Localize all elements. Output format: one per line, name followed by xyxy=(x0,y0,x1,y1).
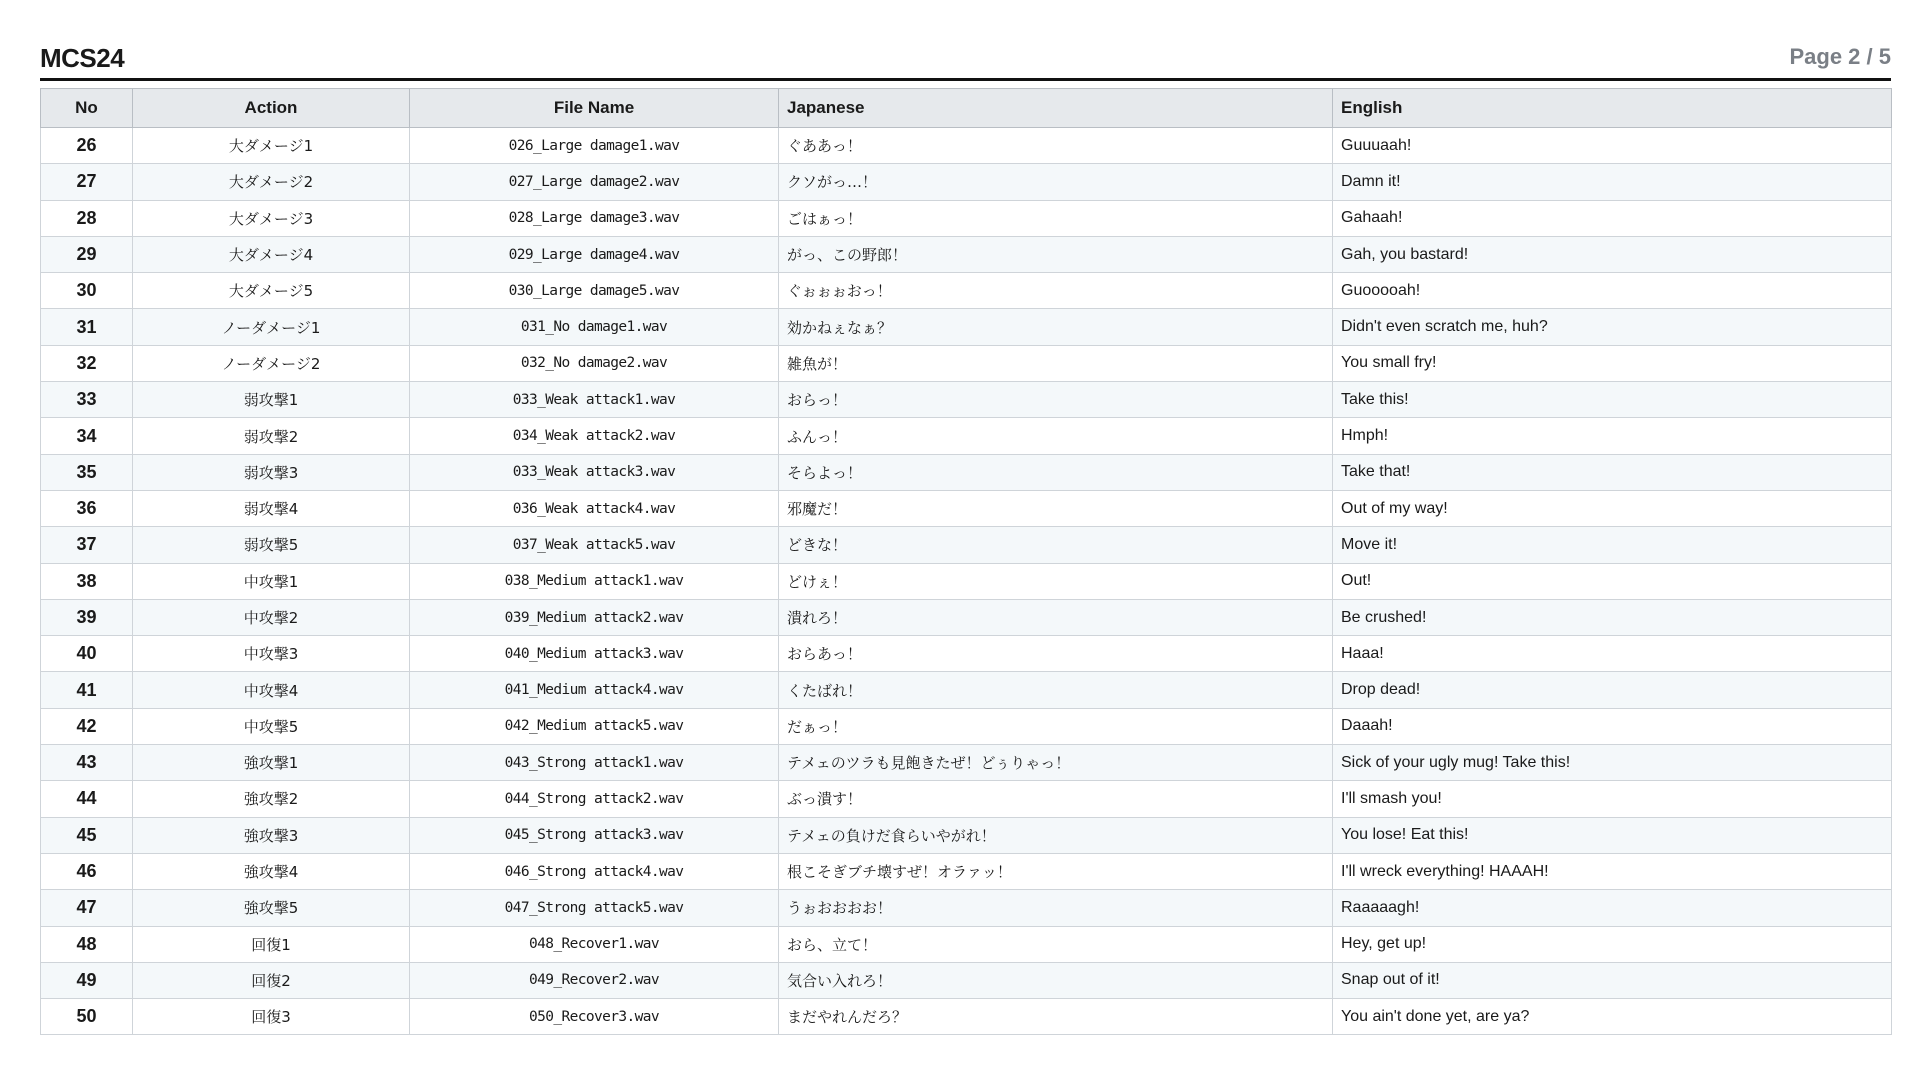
cell-japanese: テメェのツラも見飽きたぜ！どぅりゃっ！ xyxy=(779,745,1333,781)
cell-english: You lose! Eat this! xyxy=(1333,817,1892,853)
cell-no: 36 xyxy=(41,490,133,526)
cell-action: 中攻撃5 xyxy=(133,708,410,744)
cell-japanese: そらよっ！ xyxy=(779,454,1333,490)
column-header-no: No xyxy=(41,89,133,128)
cell-english: Didn't even scratch me, huh? xyxy=(1333,309,1892,345)
cell-english: Gahaah! xyxy=(1333,200,1892,236)
cell-file-name: 030_Large damage5.wav xyxy=(410,273,779,309)
cell-action: ノーダメージ1 xyxy=(133,309,410,345)
cell-action: 強攻撃4 xyxy=(133,853,410,889)
cell-english: Guuuaah! xyxy=(1333,128,1892,164)
cell-no: 29 xyxy=(41,236,133,272)
table-row xyxy=(41,309,1892,345)
cell-file-name: 034_Weak attack2.wav xyxy=(410,418,779,454)
cell-action: 強攻撃1 xyxy=(133,745,410,781)
cell-file-name: 026_Large damage1.wav xyxy=(410,128,779,164)
cell-english: Out of my way! xyxy=(1333,490,1892,526)
cell-english: Drop dead! xyxy=(1333,672,1892,708)
cell-action: 強攻撃5 xyxy=(133,890,410,926)
cell-english: Hmph! xyxy=(1333,418,1892,454)
table-row xyxy=(41,745,1892,781)
cell-file-name: 039_Medium attack2.wav xyxy=(410,599,779,635)
cell-no: 42 xyxy=(41,708,133,744)
cell-japanese: がっ、この野郎！ xyxy=(779,236,1333,272)
cell-action: ノーダメージ2 xyxy=(133,345,410,381)
cell-japanese: クソがっ…！ xyxy=(779,164,1333,200)
cell-english: Take this! xyxy=(1333,382,1892,418)
table-header-row xyxy=(41,89,1892,128)
cell-english: Move it! xyxy=(1333,527,1892,563)
voice-lines-table xyxy=(40,88,1892,1035)
cell-no: 35 xyxy=(41,454,133,490)
cell-japanese: おらあっ！ xyxy=(779,636,1333,672)
cell-file-name: 036_Weak attack4.wav xyxy=(410,490,779,526)
cell-english: I'll smash you! xyxy=(1333,781,1892,817)
cell-action: 大ダメージ1 xyxy=(133,128,410,164)
cell-no: 38 xyxy=(41,563,133,599)
table-row xyxy=(41,273,1892,309)
cell-file-name: 032_No damage2.wav xyxy=(410,345,779,381)
table-row xyxy=(41,599,1892,635)
cell-action: 中攻撃2 xyxy=(133,599,410,635)
column-header-action: Action xyxy=(133,89,410,128)
cell-japanese: だぁっ！ xyxy=(779,708,1333,744)
cell-english: Daaah! xyxy=(1333,708,1892,744)
cell-action: 大ダメージ5 xyxy=(133,273,410,309)
cell-japanese: 邪魔だ！ xyxy=(779,490,1333,526)
cell-japanese: ごはぁっ！ xyxy=(779,200,1333,236)
cell-file-name: 050_Recover3.wav xyxy=(410,999,779,1035)
page-header xyxy=(40,40,1891,81)
cell-file-name: 047_Strong attack5.wav xyxy=(410,890,779,926)
table-body xyxy=(41,128,1892,1035)
cell-japanese: どけぇ！ xyxy=(779,563,1333,599)
cell-japanese: ふんっ！ xyxy=(779,418,1333,454)
table-row xyxy=(41,672,1892,708)
cell-english: Raaaaagh! xyxy=(1333,890,1892,926)
cell-japanese: 効かねぇなぁ？ xyxy=(779,309,1333,345)
cell-file-name: 048_Recover1.wav xyxy=(410,926,779,962)
table-row xyxy=(41,345,1892,381)
cell-english: Snap out of it! xyxy=(1333,962,1892,998)
cell-japanese: 根こそぎブチ壊すぜ！オラァッ！ xyxy=(779,853,1333,889)
cell-action: 中攻撃1 xyxy=(133,563,410,599)
cell-japanese: 潰れろ！ xyxy=(779,599,1333,635)
cell-action: 中攻撃4 xyxy=(133,672,410,708)
cell-file-name: 038_Medium attack1.wav xyxy=(410,563,779,599)
cell-action: 中攻撃3 xyxy=(133,636,410,672)
table-row xyxy=(41,418,1892,454)
table-row xyxy=(41,454,1892,490)
cell-no: 39 xyxy=(41,599,133,635)
table-row xyxy=(41,563,1892,599)
cell-file-name: 033_Weak attack3.wav xyxy=(410,454,779,490)
cell-no: 47 xyxy=(41,890,133,926)
table-row xyxy=(41,200,1892,236)
cell-japanese: 雑魚が！ xyxy=(779,345,1333,381)
cell-action: 大ダメージ4 xyxy=(133,236,410,272)
cell-no: 33 xyxy=(41,382,133,418)
cell-file-name: 041_Medium attack4.wav xyxy=(410,672,779,708)
cell-english: Guooooah! xyxy=(1333,273,1892,309)
cell-action: 強攻撃2 xyxy=(133,781,410,817)
document-page xyxy=(40,40,1891,1035)
cell-action: 弱攻撃4 xyxy=(133,490,410,526)
cell-file-name: 043_Strong attack1.wav xyxy=(410,745,779,781)
cell-action: 弱攻撃1 xyxy=(133,382,410,418)
table-row xyxy=(41,781,1892,817)
cell-english: Out! xyxy=(1333,563,1892,599)
cell-no: 34 xyxy=(41,418,133,454)
cell-no: 44 xyxy=(41,781,133,817)
cell-english: Take that! xyxy=(1333,454,1892,490)
cell-action: 大ダメージ2 xyxy=(133,164,410,200)
cell-no: 37 xyxy=(41,527,133,563)
cell-file-name: 042_Medium attack5.wav xyxy=(410,708,779,744)
cell-japanese: おら、立て！ xyxy=(779,926,1333,962)
cell-japanese: ぐぉぉぉおっ！ xyxy=(779,273,1333,309)
table-row xyxy=(41,890,1892,926)
cell-action: 大ダメージ3 xyxy=(133,200,410,236)
cell-english: Sick of your ugly mug! Take this! xyxy=(1333,745,1892,781)
cell-no: 27 xyxy=(41,164,133,200)
cell-japanese: くたばれ！ xyxy=(779,672,1333,708)
cell-japanese: うぉおおおお！ xyxy=(779,890,1333,926)
table-row xyxy=(41,490,1892,526)
table-row xyxy=(41,962,1892,998)
cell-no: 50 xyxy=(41,999,133,1035)
cell-file-name: 040_Medium attack3.wav xyxy=(410,636,779,672)
table-row xyxy=(41,708,1892,744)
cell-file-name: 037_Weak attack5.wav xyxy=(410,527,779,563)
cell-action: 回復2 xyxy=(133,962,410,998)
cell-action: 強攻撃3 xyxy=(133,817,410,853)
cell-japanese: まだやれんだろ？ xyxy=(779,999,1333,1035)
cell-file-name: 031_No damage1.wav xyxy=(410,309,779,345)
cell-english: I'll wreck everything! HAAAH! xyxy=(1333,853,1892,889)
table-header xyxy=(41,89,1892,128)
table-row xyxy=(41,853,1892,889)
cell-english: You ain't done yet, are ya? xyxy=(1333,999,1892,1035)
cell-no: 43 xyxy=(41,745,133,781)
cell-no: 30 xyxy=(41,273,133,309)
cell-english: Gah, you bastard! xyxy=(1333,236,1892,272)
cell-english: Haaa! xyxy=(1333,636,1892,672)
table-row xyxy=(41,999,1892,1035)
table-row xyxy=(41,382,1892,418)
cell-file-name: 027_Large damage2.wav xyxy=(410,164,779,200)
cell-no: 32 xyxy=(41,345,133,381)
cell-no: 31 xyxy=(41,309,133,345)
cell-file-name: 029_Large damage4.wav xyxy=(410,236,779,272)
cell-file-name: 028_Large damage3.wav xyxy=(410,200,779,236)
cell-action: 回復1 xyxy=(133,926,410,962)
cell-japanese: テメェの負けだ食らいやがれ！ xyxy=(779,817,1333,853)
cell-action: 弱攻撃3 xyxy=(133,454,410,490)
cell-file-name: 045_Strong attack3.wav xyxy=(410,817,779,853)
page-indicator: Page 2 / 5 xyxy=(1789,44,1891,69)
table-row xyxy=(41,817,1892,853)
cell-no: 26 xyxy=(41,128,133,164)
column-header-english: English xyxy=(1333,89,1892,128)
cell-english: Hey, get up! xyxy=(1333,926,1892,962)
cell-english: Be crushed! xyxy=(1333,599,1892,635)
column-header-file-name: File Name xyxy=(410,89,779,128)
cell-japanese: 気合い入れろ！ xyxy=(779,962,1333,998)
cell-english: You small fry! xyxy=(1333,345,1892,381)
cell-file-name: 044_Strong attack2.wav xyxy=(410,781,779,817)
table-row xyxy=(41,164,1892,200)
cell-action: 弱攻撃5 xyxy=(133,527,410,563)
cell-no: 48 xyxy=(41,926,133,962)
cell-japanese: ぐああっ！ xyxy=(779,128,1333,164)
table-row xyxy=(41,128,1892,164)
cell-english: Damn it! xyxy=(1333,164,1892,200)
cell-file-name: 049_Recover2.wav xyxy=(410,962,779,998)
cell-no: 28 xyxy=(41,200,133,236)
column-header-japanese: Japanese xyxy=(779,89,1333,128)
cell-action: 弱攻撃2 xyxy=(133,418,410,454)
table-row xyxy=(41,636,1892,672)
table-row xyxy=(41,527,1892,563)
cell-no: 46 xyxy=(41,853,133,889)
cell-japanese: どきな！ xyxy=(779,527,1333,563)
cell-no: 49 xyxy=(41,962,133,998)
cell-file-name: 046_Strong attack4.wav xyxy=(410,853,779,889)
document-title: MCS24 xyxy=(40,43,125,73)
cell-japanese: おらっ！ xyxy=(779,382,1333,418)
table-row xyxy=(41,236,1892,272)
cell-japanese: ぶっ潰す！ xyxy=(779,781,1333,817)
cell-no: 40 xyxy=(41,636,133,672)
table-row xyxy=(41,926,1892,962)
cell-no: 41 xyxy=(41,672,133,708)
cell-no: 45 xyxy=(41,817,133,853)
cell-action: 回復3 xyxy=(133,999,410,1035)
cell-file-name: 033_Weak attack1.wav xyxy=(410,382,779,418)
